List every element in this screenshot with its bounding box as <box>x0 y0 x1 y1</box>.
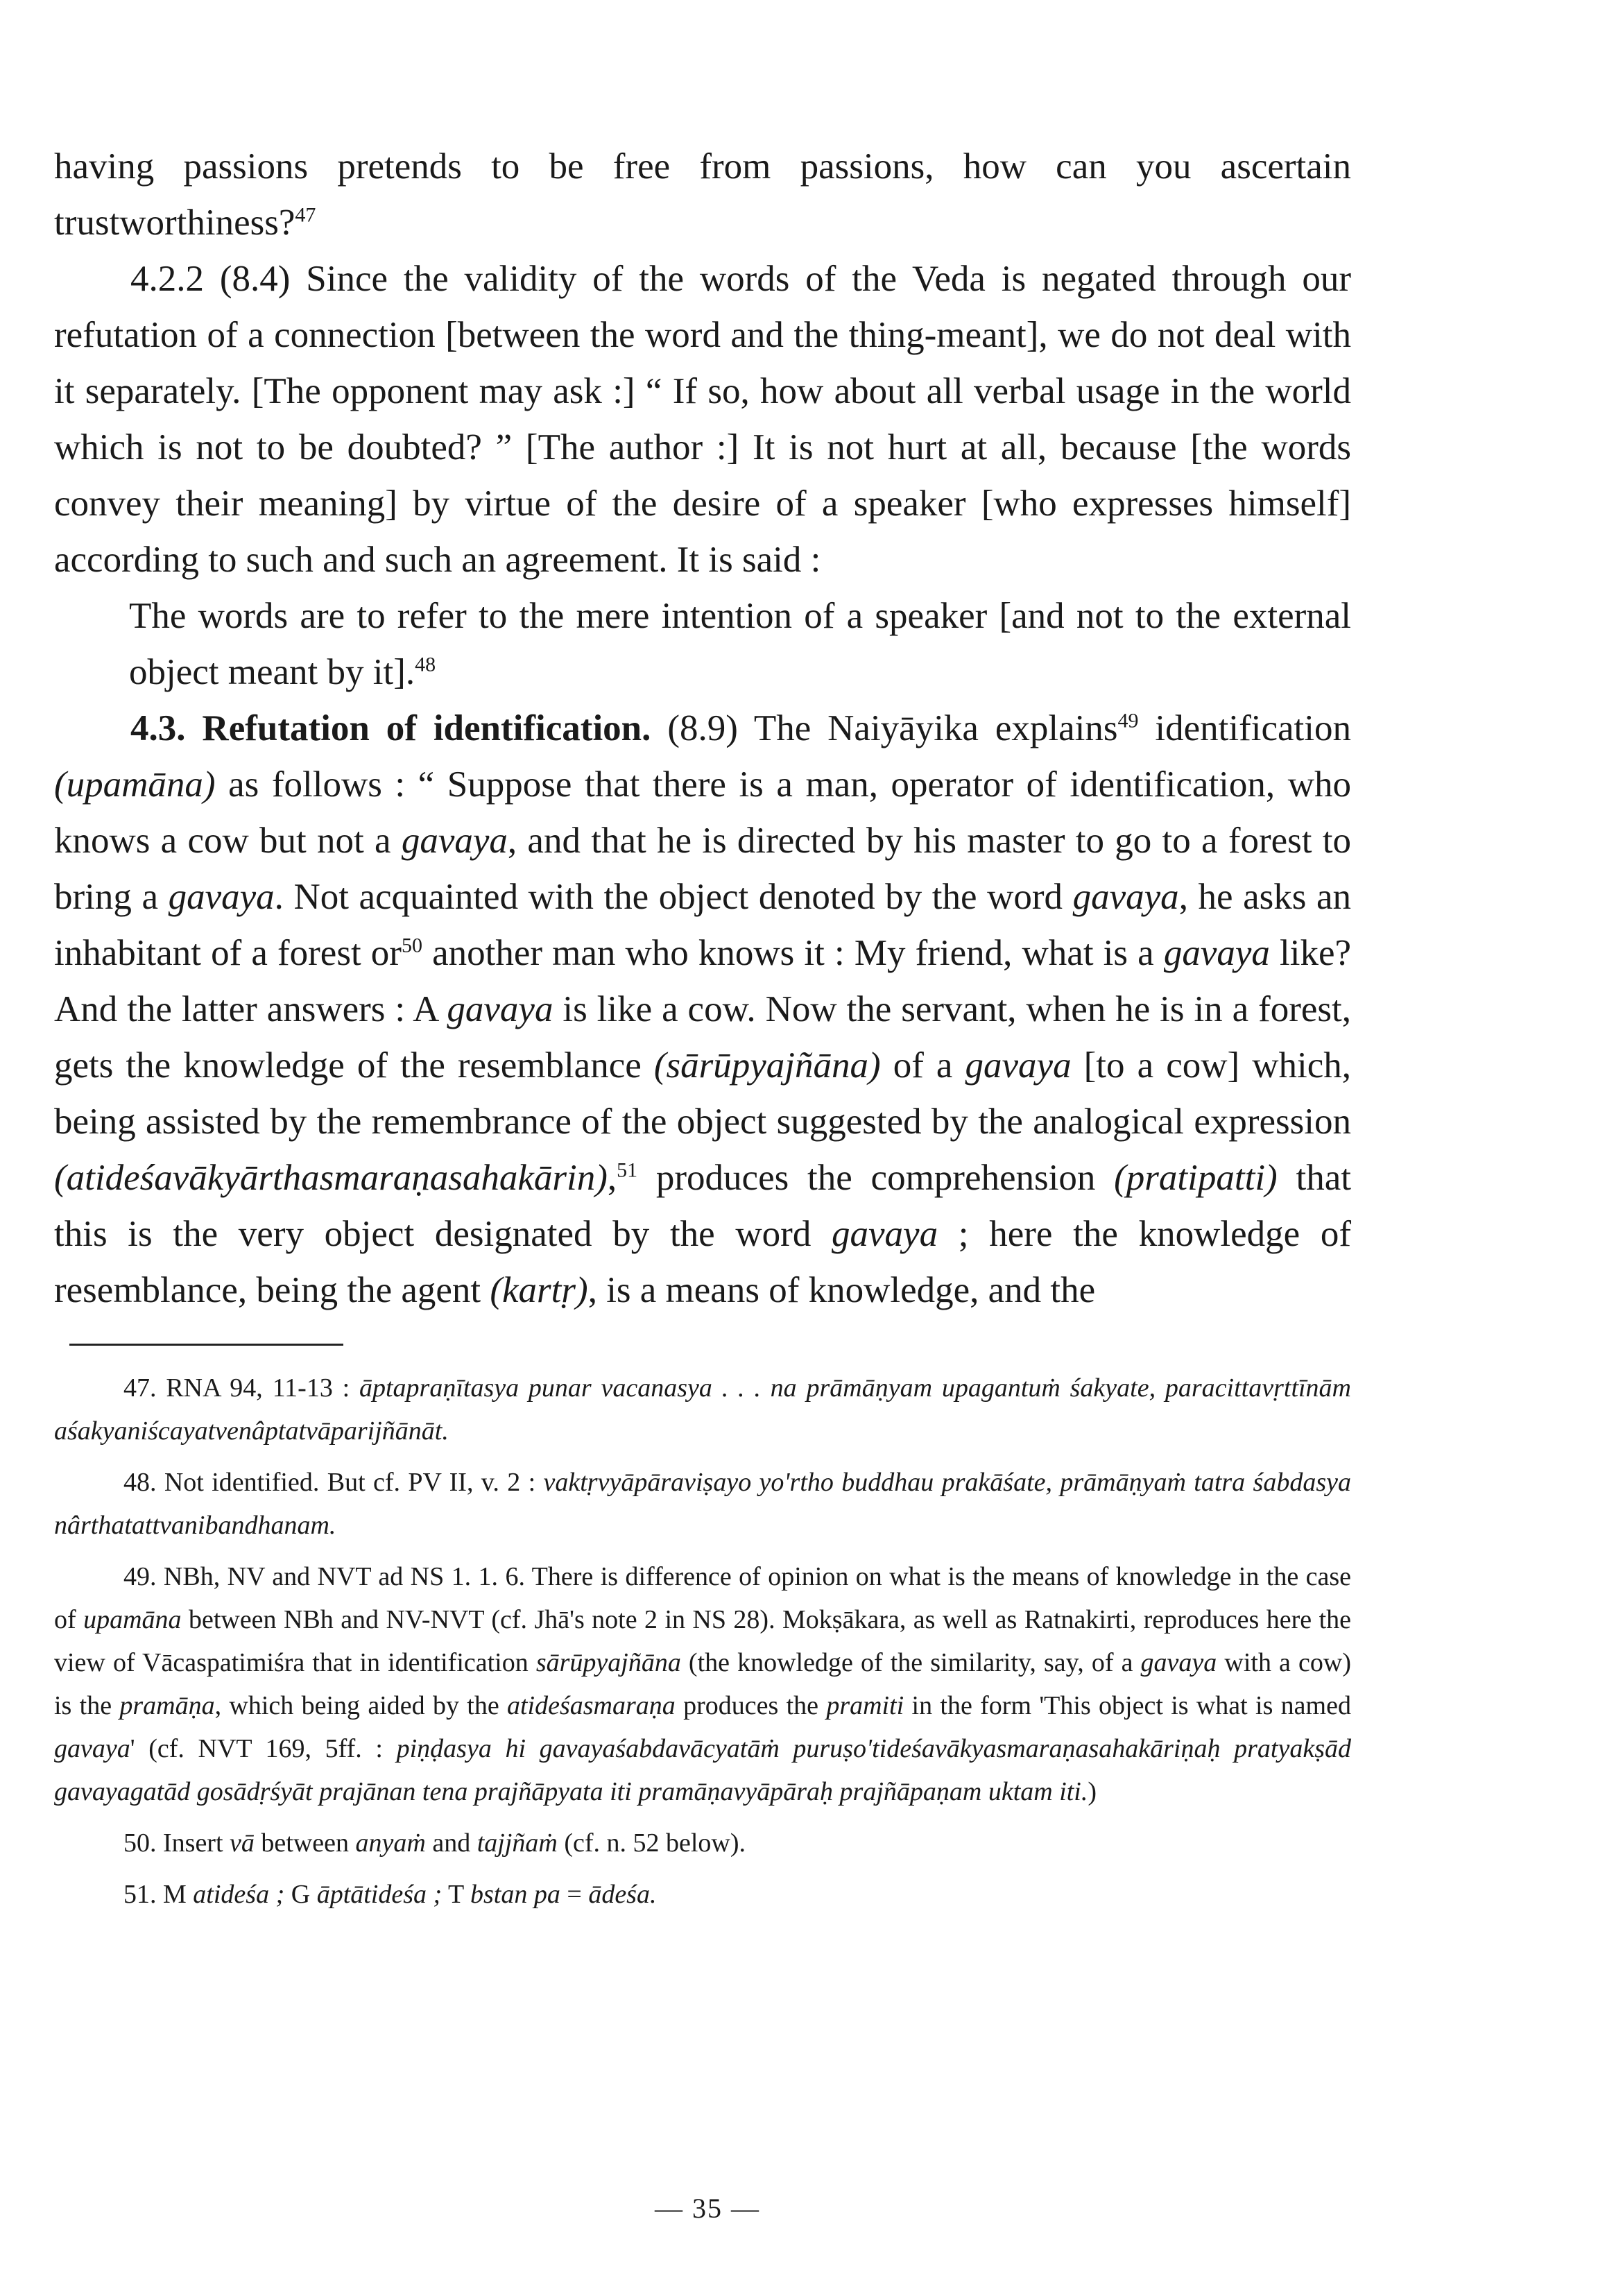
term: gavaya <box>1163 933 1270 973</box>
term: (kartṛ) <box>490 1270 588 1310</box>
term: gavaya <box>832 1214 938 1254</box>
footnote-ref-50[interactable]: 50 <box>401 934 422 957</box>
term: gavaya <box>401 821 508 861</box>
footnote-ref-49[interactable]: 49 <box>1117 709 1139 733</box>
term: (upamāna) <box>54 764 216 805</box>
footnote-ref-48[interactable]: 48 <box>415 653 436 676</box>
term: (sārūpyajñāna) <box>653 1045 881 1086</box>
footnote-50: 50. Insert vā between anyaṁ and tajjñaṁ (cf. n. 52 below). <box>123 1828 746 1858</box>
term: (atideśavākyārthasmaraṇasahakārin) <box>54 1158 608 1198</box>
section-heading: Refutation of identification. <box>202 708 651 748</box>
main-text <box>54 139 1351 1319</box>
paragraph-continued: having passions pretends to be free from passions, how can you ascertain trustworthiness?$^{47}$ <box>54 146 1351 243</box>
block-quote: The words are to refer to the mere intention of a speaker [and not to the external object meant by it].$^{48}$ <box>129 596 1351 692</box>
footnote-48: 48. Not identified. But cf. PV II, v. 2 : vaktṛvyāpāraviṣayo yo'rtho buddhau prakāśate, prāmāṇyaṁ tatra śabdasya nârthatattvanibandhanam. <box>54 1468 1351 1540</box>
footnote-ref-51[interactable]: 51 <box>617 1158 638 1182</box>
term: gavaya <box>965 1045 1072 1086</box>
footnote-divider <box>69 1344 343 1346</box>
page <box>54 139 1351 1924</box>
footnote-49: 49. NBh, NV and NVT ad NS 1. 1. 6. There is difference of opinion on what is the means of knowledge in the case of upamāna between NBh and NV-NVT (cf. Jhā's note 2 in NS 28). Mokṣākara, as well as Ratnakirti, reproduces here the view of Vācaspatimiśra that in identification sārūpyajñāna (the knowledge of the similarity, say, of a gavaya with a cow) is the pramāṇa, which being aided by the atideśasmaraṇa produces the pramiti in the form 'This object is what is named gavaya' (cf. NVT 169, 5ff. : piṇḍasya hi gavayaśabdavācyatāṁ puruṣo'tideśavākyasmaraṇasahakāriṇaḥ pratyakṣād gavayagatād gosādṛśyāt prajānan tena prajñāpyata iti pramāṇavyāpāraḥ prajñāpaṇam uktam iti.) <box>54 1562 1351 1806</box>
paragraph-4-3: 4.3. Refutation of identification. (8.9) The Naiyāyika explains$^{49}$ identification (upamāna) as follows : “ Suppose that there is a man, operator of identification, who knows a cow but not a gavaya, and that he is directed by his master to go to a forest to bring a gavaya. Not acquainted with the object denoted by the word gavaya, he asks an inhabitant of a forest $or^{50}$ another man who knows it : My friend, what is a gavaya like? And the latter answers : A gavaya is like a cow. Now the servant, when he is in a forest, gets the knowledge of the resemblance (sārūpyajñāna) of a gavaya [to a cow] which, being assisted by the remembrance of the object suggested by the analogical expression (atideśavākyārthasmaraṇasahakārin),$^{51}$ produces the comprehension (pratipatti) that this is the very object designated by the word gavaya ; here the knowledge of resemblance, being the agent (kartṛ), is a means of knowledge, and the <box>54 708 1352 1310</box>
page-number: — 35 — <box>655 2193 760 2224</box>
footnotes <box>54 1367 1351 1916</box>
term: (pratipatti) <box>1114 1158 1278 1198</box>
term: gavaya <box>168 877 275 917</box>
footnote-ref-47[interactable]: 47 <box>295 203 316 227</box>
paragraph-4-2-2: 4.2.2 (8.4) Since the validity of the words of the Veda is negated through our refutation of a connection [between the word and the thing-meant], we do not deal with it separately. [The opponent may ask :] “ If so, how about all verbal usage in the world which is not to be doubted? ” [The author :] It is not hurt at all, because [the words convey their meaning] by virtue of the desire of a speaker [who expresses himself] according to such and such an agreement. It is said : <box>54 259 1351 580</box>
section-number: 4.3. <box>130 708 186 748</box>
footnote-51: 51. M atideśa ; G āptātideśa ; T bstan pa = ādeśa. <box>123 1880 657 1909</box>
term: gavaya <box>1072 877 1179 917</box>
footnote-47: 47. RNA 94, 11-13 : āptapraṇītasya punar vacanasya . . . na prāmāṇyam upagantuṁ śakyate, paracittavṛttīnām aśakyaniścayatvenâptatvāparijñānāt. <box>54 1373 1351 1446</box>
term: gavaya <box>447 989 553 1029</box>
